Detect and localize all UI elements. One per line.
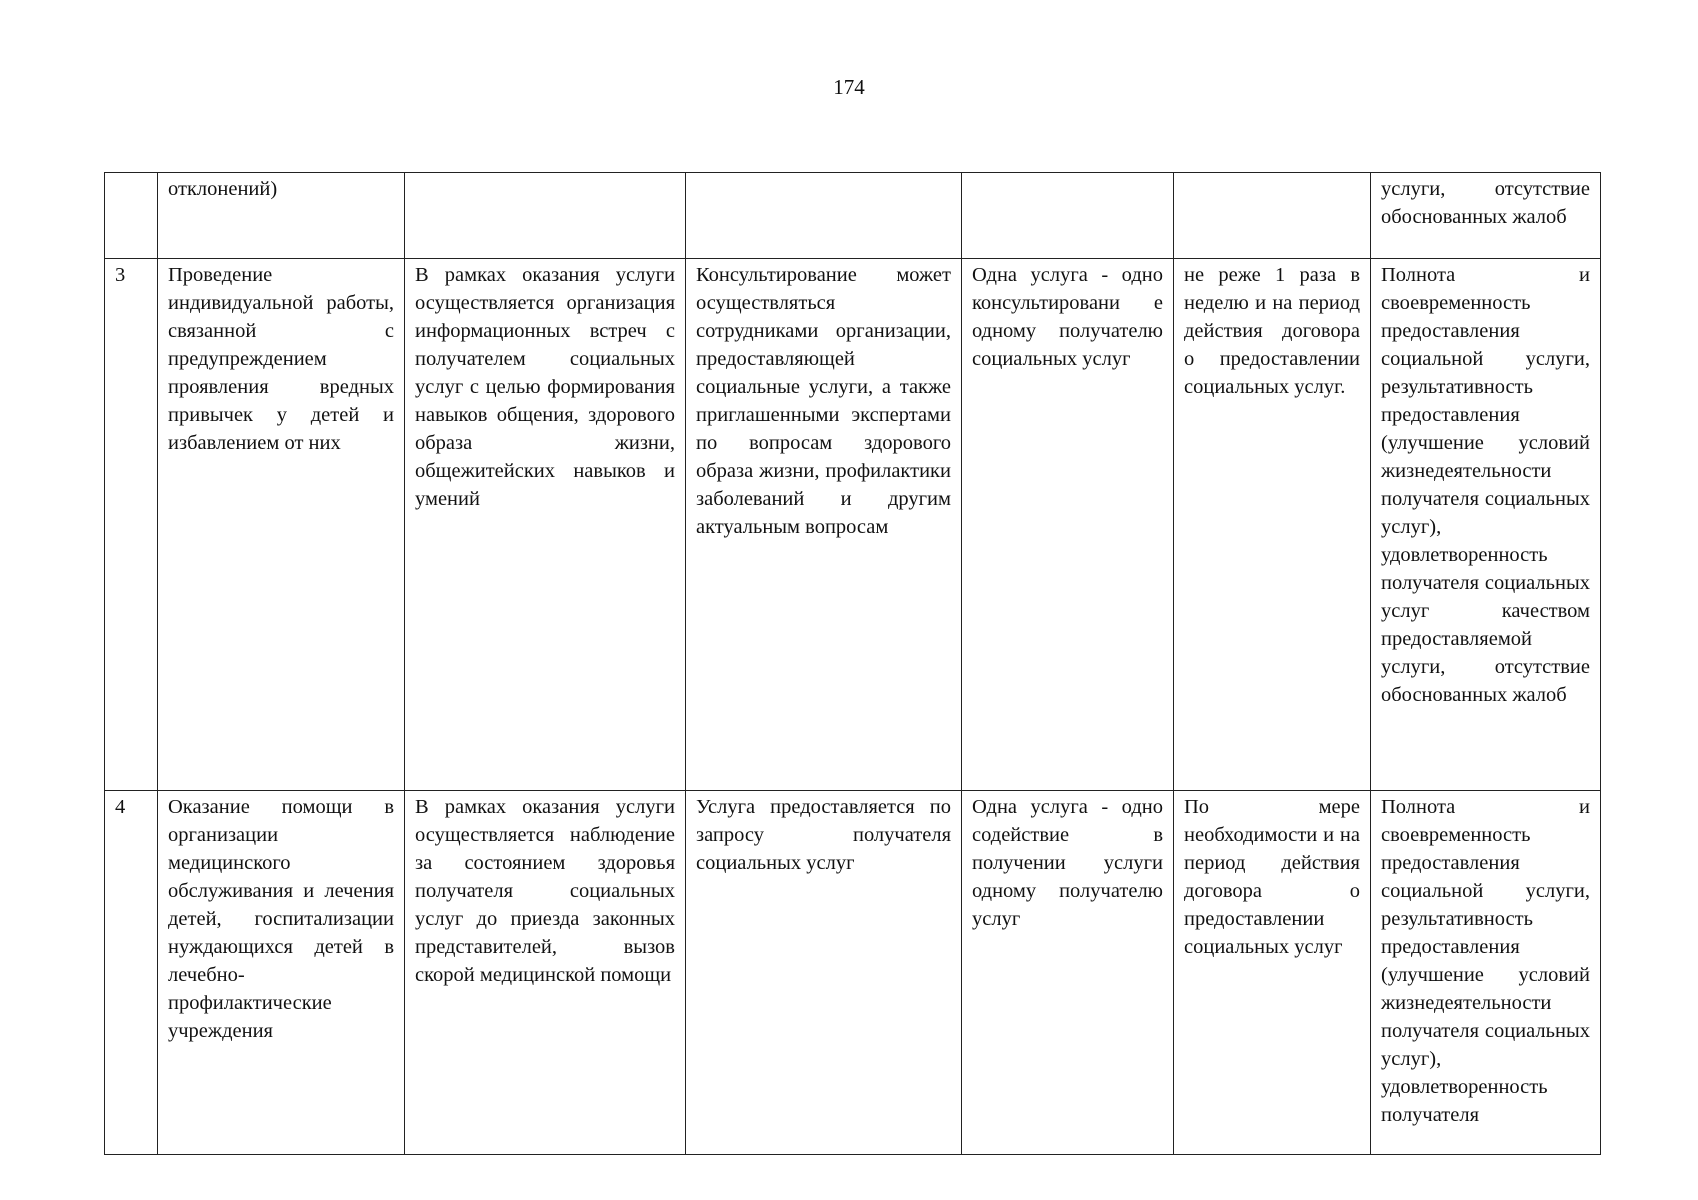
- service-content-cell: [405, 173, 686, 259]
- table-row: [105, 791, 1601, 1155]
- service-frequency-cell: По мере необходимости и на период действия договора о предоставлении социальных услуг: [1174, 791, 1371, 1155]
- service-frequency-cell: не реже 1 раза в неделю и на период действия договора о предоставлении социальных услуг.: [1174, 259, 1371, 791]
- services-table: [104, 172, 1601, 1155]
- service-quality-cell: услуги, отсутствие обоснованных жалоб: [1371, 173, 1601, 259]
- service-provider-cell: Консультирование может осуществляться сотрудниками организации, предоставляющей социальные услуги, а также приглашенными экспертами по вопросам здорового образа жизни, профилактики заболеваний и другим актуальным вопросам: [686, 259, 962, 791]
- service-content-cell: В рамках оказания услуги осуществляется организация информационных встреч с получателем социальных услуг с целью формирования навыков общения, здорового образа жизни, общежитейских навыков и умений: [405, 259, 686, 791]
- service-frequency-cell: [1174, 173, 1371, 259]
- service-name-cell: Оказание помощи в организации медицинского обслуживания и лечения детей, госпитализации нуждающихся детей в лечебно-профилактические учреждения: [158, 791, 405, 1155]
- row-number-cell: [105, 173, 158, 259]
- service-quality-cell: Полнота и своевременность предоставления социальной услуги, результативность предоставления (улучшение условий жизнедеятельности получателя социальных услуг), удовлетворенность получателя: [1371, 791, 1601, 1155]
- page-number: 174: [833, 75, 865, 99]
- service-unit-cell: Одна услуга - одно консультировани е одному получателю социальных услуг: [962, 259, 1174, 791]
- service-name-cell: отклонений): [158, 173, 405, 259]
- table-row: [105, 173, 1601, 259]
- row-number-cell: 4: [105, 791, 158, 1155]
- service-provider-cell: Услуга предоставляется по запросу получателя социальных услуг: [686, 791, 962, 1155]
- service-unit-cell: Одна услуга - одно содействие в получении услуги одному получателю услуг: [962, 791, 1174, 1155]
- service-name-cell: Проведение индивидуальной работы, связанной с предупреждением проявления вредных привычек у детей и избавлением от них: [158, 259, 405, 791]
- service-content-cell: В рамках оказания услуги осуществляется наблюдение за состоянием здоровья получателя социальных услуг до приезда законных представителей, вызов скорой медицинской помощи: [405, 791, 686, 1155]
- table-row: [105, 259, 1601, 791]
- service-provider-cell: [686, 173, 962, 259]
- service-unit-cell: [962, 173, 1174, 259]
- row-number-cell: 3: [105, 259, 158, 791]
- service-quality-cell: Полнота и своевременность предоставления социальной услуги, результативность предоставления (улучшение условий жизнедеятельности получателя социальных услуг), удовлетворенность получателя социальных услуг качеством предоставляемой услуги, отсутствие обоснованных жалоб: [1371, 259, 1601, 791]
